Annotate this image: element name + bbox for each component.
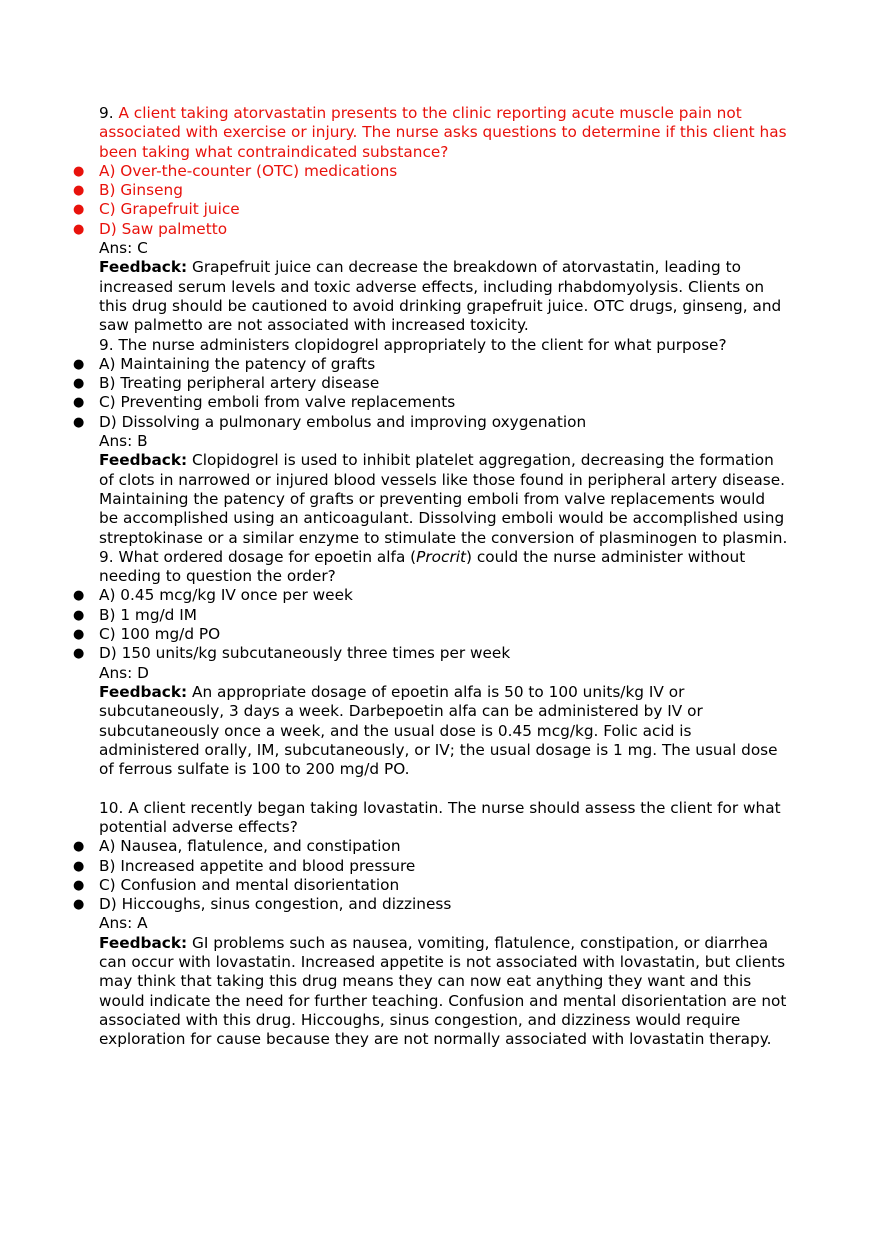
bullet-icon: ● bbox=[73, 858, 85, 874]
bullet-icon: ● bbox=[73, 395, 85, 411]
question-text: 9. What ordered dosage for epoetin alfa (Procrit) could the nurse administer without needing to question the order? bbox=[99, 547, 746, 586]
answer-options bbox=[73, 586, 789, 663]
bullet-icon: ● bbox=[73, 839, 85, 855]
bullet-icon: ● bbox=[73, 607, 85, 623]
option-d: ● D) Saw palmetto bbox=[73, 219, 228, 238]
feedback bbox=[99, 683, 789, 779]
bullet-icon: ● bbox=[73, 588, 85, 604]
option-d: ● D) Dissolving a pulmonary embolus and improving oxygenation bbox=[73, 412, 587, 431]
answer-key: Ans: D bbox=[99, 663, 149, 682]
feedback-label: Feedback: bbox=[99, 451, 188, 470]
option-a: ● A) Nausea, flatulence, and constipation bbox=[73, 837, 401, 856]
feedback-text: GI problems such as nausea, vomiting, flatulence, constipation, or diarrhea can occur with lovastatin. Increased appetite is not associated with lovastatin, but clients may think that taking this drug means they can now eat anything they want and this would indicate the need for further teaching. Confusion and mental disorientation are not associated with this drug. Hiccoughs, sinus congestion, and dizziness would require exploration for cause because they are not normally associated with lovastatin therapy. bbox=[99, 933, 787, 1049]
bullet-icon: ● bbox=[73, 163, 85, 179]
option-c: ● C) Grapefruit juice bbox=[73, 200, 240, 219]
bullet-icon: ● bbox=[73, 221, 85, 237]
feedback bbox=[99, 258, 789, 335]
feedback-label: Feedback: bbox=[99, 933, 188, 952]
answer-key: Ans: C bbox=[99, 239, 148, 258]
feedback-text: Grapefruit juice can decrease the breakdown of atorvastatin, leading to increased serum levels and toxic adverse effects, including rhabdomyolysis. Clients on this drug should be cautioned to avoid drinking grapefruit juice. OTC drugs, ginseng, and saw palmetto are not associated with increased toxicity. bbox=[99, 258, 782, 335]
answer-key: Ans: A bbox=[99, 914, 148, 933]
bullet-icon: ● bbox=[73, 646, 85, 662]
option-a: ● A) Maintaining the patency of grafts bbox=[73, 354, 376, 373]
question-epoetin bbox=[73, 547, 789, 780]
bullet-icon: ● bbox=[73, 376, 85, 392]
document-page bbox=[73, 104, 789, 1050]
option-b: ● B) Ginseng bbox=[73, 181, 183, 200]
option-d: ● D) Hiccoughs, sinus congestion, and dizziness bbox=[73, 895, 452, 914]
option-c: ● C) 100 mg/d PO bbox=[73, 625, 221, 644]
option-a: ● A) Over-the-counter (OTC) medications bbox=[73, 161, 398, 180]
option-d: ● D) 150 units/kg subcutaneously three times per week bbox=[73, 644, 511, 663]
bullet-icon: ● bbox=[73, 877, 85, 893]
option-b: ● B) Treating peripheral artery disease bbox=[73, 374, 380, 393]
question-stem: A client taking atorvastatin presents to the clinic reporting acute muscle pain not associated with exercise or injury. The nurse asks questions to determine if this client has been taking what contraindicated substance? bbox=[99, 104, 787, 161]
option-a: ● A) 0.45 mcg/kg IV once per week bbox=[73, 586, 353, 605]
answer-options bbox=[73, 354, 789, 432]
bullet-icon: ● bbox=[73, 183, 85, 199]
feedback-text: An appropriate dosage of epoetin alfa is 50 to 100 units/kg IV or subcutaneously, 3 days a week. Darbepoetin alfa can be administered by IV or subcutaneously once a week, and the usual dose is 0.45 mcg/kg. Folic acid is administered orally, IM, subcutaneously, or IV; the usual dosage is 1 mg. The usual dose of ferrous sulfate is 100 to 200 mg/d PO. bbox=[99, 682, 778, 779]
question-text bbox=[99, 104, 789, 162]
answer-key: Ans: B bbox=[99, 432, 148, 451]
feedback-label: Feedback: bbox=[99, 258, 188, 277]
question-clopidogrel bbox=[73, 335, 789, 548]
option-c: ● C) Confusion and mental disorientation bbox=[73, 875, 400, 894]
answer-options bbox=[73, 837, 789, 914]
bullet-icon: ● bbox=[73, 202, 85, 218]
bullet-icon: ● bbox=[73, 414, 85, 430]
question-atorvastatin bbox=[73, 104, 789, 336]
option-b: ● B) Increased appetite and blood pressure bbox=[73, 856, 416, 875]
bullet-icon: ● bbox=[73, 356, 85, 372]
feedback bbox=[99, 451, 789, 547]
answer-options bbox=[73, 161, 789, 239]
question-text: 10. A client recently began taking lovastatin. The nurse should assess the client for what potential adverse effects? bbox=[99, 798, 781, 836]
option-b: ● B) 1 mg/d IM bbox=[73, 605, 197, 624]
bullet-icon: ● bbox=[73, 897, 85, 913]
question-number: 9. bbox=[99, 104, 114, 122]
question-lovastatin bbox=[73, 798, 789, 1050]
bullet-icon: ● bbox=[73, 627, 85, 643]
feedback bbox=[99, 934, 789, 1050]
paragraph-gap bbox=[99, 779, 789, 798]
brand-name: Procrit bbox=[416, 547, 466, 566]
option-c: ● C) Preventing emboli from valve replacements bbox=[73, 393, 456, 412]
feedback-text: Clopidogrel is used to inhibit platelet aggregation, decreasing the formation of clots in narrowed or injured blood vessels like those found in peripheral artery disease. Maintaining the patency of grafts or preventing emboli from valve replacements would be accomplished using an anticoagulant. Dissolving emboli would be accomplished using streptokinase or a similar enzyme to stimulate the conversion of plasminogen to plasmin. bbox=[99, 451, 788, 547]
feedback-label: Feedback: bbox=[99, 682, 188, 701]
question-text: 9. The nurse administers clopidogrel appropriately to the client for what purpose? bbox=[99, 335, 727, 354]
